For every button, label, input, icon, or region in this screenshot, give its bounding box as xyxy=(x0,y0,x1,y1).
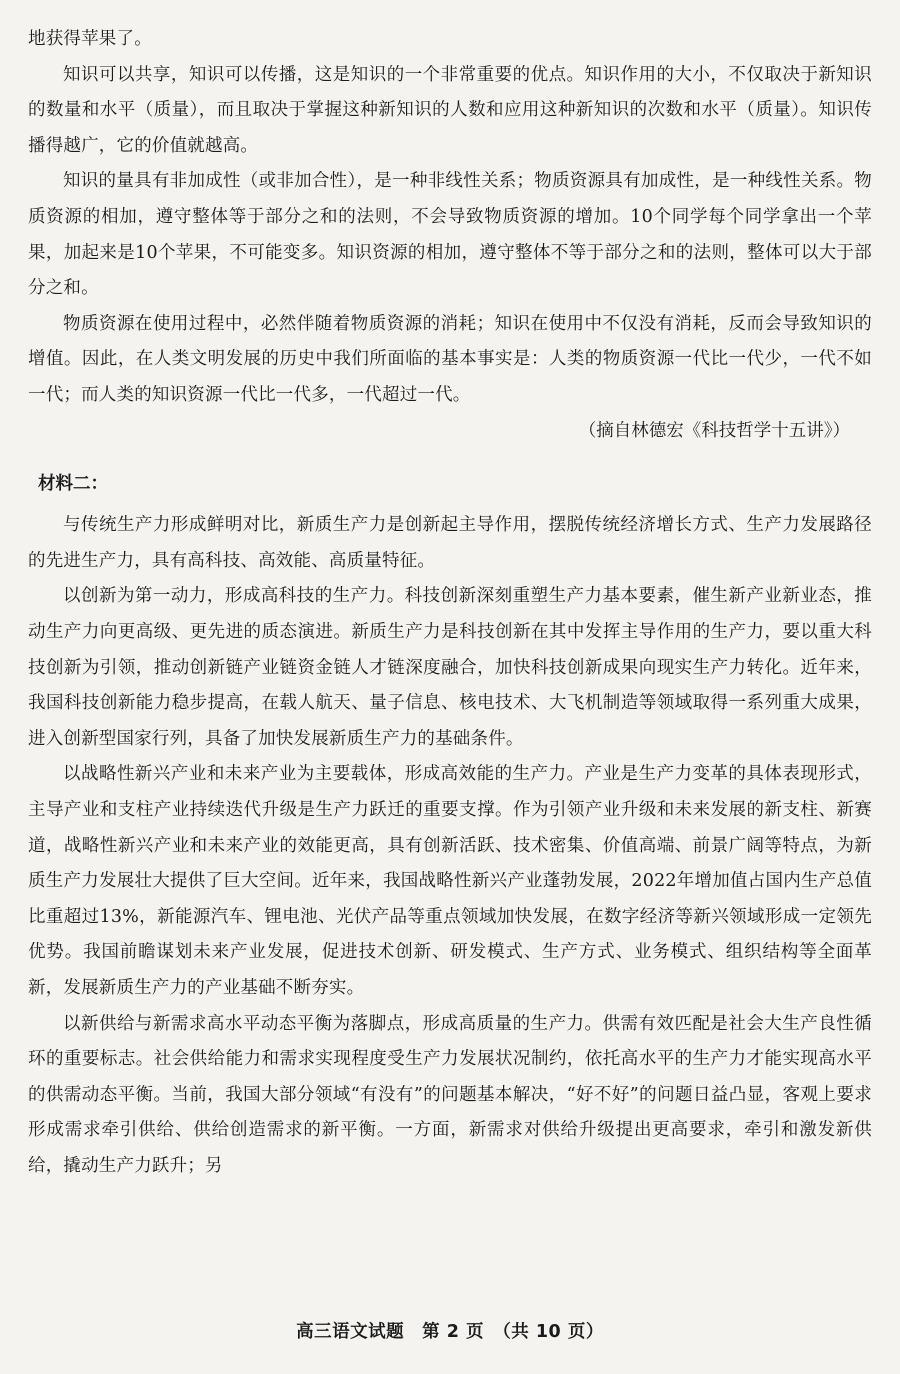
paragraph: 地获得苹果了。 xyxy=(28,29,152,49)
paragraph: 以新供给与新需求高水平动态平衡为落脚点，形成高质量的生产力。供需有效匹配是社会大生产良性循环的重要标志。社会供给能力和需求实现程度受生产力发展状况制约，依托高水平的生产力才能实现高水平的供需动态平衡。当前，我国大部分领域“有没有”的问题基本解决，“好不好”的问题日益凸显，客观上要求形成需求牵引供给、供给创造需求的新平衡。一方面，新需求对供给升级提出更高要求，牵引和激发新供给，撬动生产力跃升；另 xyxy=(28,1013,872,1176)
paragraph: 与传统生产力形成鲜明对比，新质生产力是创新起主导作用，摆脱传统经济增长方式、生产力发展路径的先进生产力，具有高科技、高效能、高质量特征。 xyxy=(28,515,872,571)
source-citation: （摘自林德宏《科技哲学十五讲》） xyxy=(578,420,850,441)
paragraph: 以战略性新兴产业和未来产业为主要载体，形成高效能的生产力。产业是生产力变革的具体表现形式，主导产业和支柱产业持续迭代升级是生产力跃迁的重要支撑。作为引领产业升级和未来发展的新支柱、新赛道，战略性新兴产业和未来产业的效能更高，具有创新活跃、技术密集、价值高端、前景广阔等特点，为新质生产力发展壮大提供了巨大空间。近年来，我国战略性新兴产业蓬勃发展，2022年增加值占国内生产总值比重超过13%，新能源汽车、锂电池、光伏产品等重点领域加快发展，在数字经济等新兴领域形成一定领先优势。我国前瞻谋划未来产业发展，促进技术创新、研发模式、生产方式、业务模式、组织结构等全面革新，发展新质生产力的产业基础不断夯实。 xyxy=(28,764,872,998)
paragraph: 物质资源在使用过程中，必然伴随着物质资源的消耗；知识在使用中不仅没有消耗，反而会导致知识的增值。因此，在人类文明发展的历史中我们所面临的基本事实是：人类的物质资源一代比一代少，一代不如一代；而人类的知识资源一代比一代多，一代超过一代。 xyxy=(28,313,872,405)
paragraph: 知识的量具有非加成性（或非加合性），是一种非线性关系；物质资源具有加成性，是一种线性关系。物质资源的相加，遵守整体等于部分之和的法则，不会导致物质资源的增加。10个同学每个同学拿出一个苹果，加起来是10个苹果，不可能变多。知识资源的相加，遵守整体不等于部分之和的法则，整体可以大于部分之和。 xyxy=(28,171,872,299)
page-footer: 高三语文试题 第 2 页 （共 10 页） xyxy=(296,1322,604,1342)
paragraph: 知识可以共享，知识可以传播，这是知识的一个非常重要的优点。知识作用的大小，不仅取决于新知识的数量和水平（质量），而且取决于掌握这种新知识的人数和应用这种新知识的次数和水平（质量）。知识传播得越广，它的价值就越高。 xyxy=(28,64,872,156)
material-two-body xyxy=(28,508,872,1184)
section-title-material-two: 材料二： xyxy=(38,473,108,494)
paragraph: 以创新为第一动力，形成高科技的生产力。科技创新深刻重塑生产力基本要素，催生新产业新业态，推动生产力向更高级、更先进的质态演进。新质生产力是科技创新在其中发挥主导作用的生产力，要以重大科技创新为引领，推动创新链产业链资金链人才链深度融合，加快科技创新成果向现实生产力转化。近年来，我国科技创新能力稳步提高，在载人航天、量子信息、核电技术、大飞机制造等领域取得一系列重大成果，进入创新型国家行列，具备了加快发展新质生产力的基础条件。 xyxy=(28,586,872,749)
material-one-body xyxy=(28,22,872,414)
